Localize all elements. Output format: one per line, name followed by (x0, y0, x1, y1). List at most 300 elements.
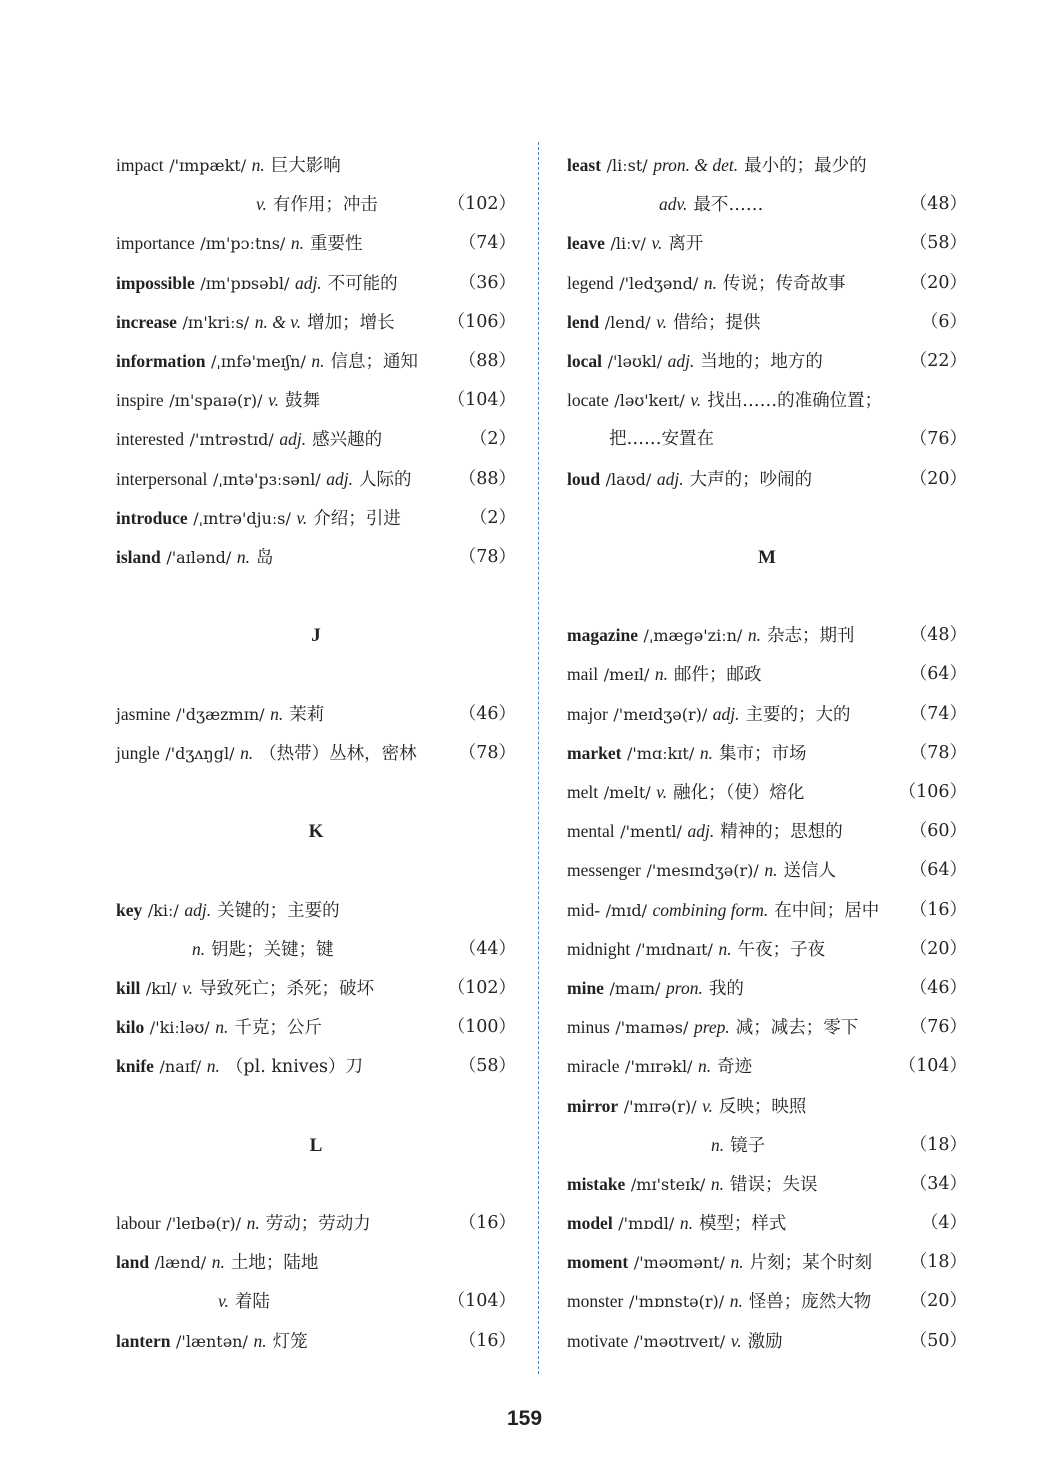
definition: 减；减去；零下 (735, 1018, 859, 1039)
phonetic: /ləʊ'keɪt/ (614, 391, 685, 411)
phonetic: /ˌɪnfə'meɪʃn/ (211, 351, 306, 371)
part-of-speech: n. (206, 1056, 220, 1077)
definition: （热带）丛林，密林 (259, 743, 417, 764)
entry-text (567, 1165, 818, 1205)
part-of-speech: n. (211, 1252, 225, 1273)
entry-text (256, 185, 378, 225)
part-of-speech: n. (270, 703, 284, 724)
glossary-entry (567, 655, 967, 694)
headword: kilo (116, 1017, 145, 1038)
part-of-speech: v. (651, 233, 663, 254)
definition: 最不…… (693, 195, 764, 216)
headword: interpersonal (116, 468, 208, 489)
page-number: 159 (506, 1407, 543, 1430)
definition: 大声的；吵闹的 (689, 469, 813, 490)
definition: 鼓舞 (284, 391, 320, 412)
part-of-speech: v. (730, 1330, 742, 1351)
headword: impossible (116, 272, 195, 293)
phonetic: /'mɪrəkl/ (625, 1057, 693, 1077)
entry-text (116, 538, 274, 578)
phonetic: /liːst/ (606, 156, 648, 175)
glossary-entry-continuation (567, 185, 967, 224)
headword: jasmine (116, 703, 171, 724)
phonetic: /'məʊmənt/ (633, 1253, 725, 1273)
entry-text (116, 264, 398, 304)
definition: 邮件；邮政 (674, 665, 762, 686)
headword: jungle (116, 742, 160, 763)
part-of-speech: n. (699, 742, 713, 763)
headword: information (116, 350, 206, 371)
phonetic: /'ləʊkl/ (607, 351, 663, 371)
definition: 把……安置在 (609, 429, 714, 450)
definition: 送信人 (783, 861, 836, 882)
definition: 茉莉 (289, 704, 325, 725)
phonetic: /liːv/ (610, 234, 646, 254)
glossary-entry (567, 1322, 967, 1361)
page-reference: （20） (909, 272, 967, 293)
page-reference: （60） (909, 821, 967, 842)
headword: interested (116, 429, 185, 450)
headword: mine (567, 977, 604, 998)
glossary-entry (567, 264, 967, 303)
glossary-entry (116, 1322, 516, 1361)
headword: messenger (567, 860, 641, 881)
glossary-entry (567, 734, 967, 773)
glossary-entry-continuation (116, 930, 516, 969)
definition: 感兴趣的 (312, 430, 383, 451)
phonetic: /ɪm'pɔːtns/ (200, 234, 286, 254)
entry-text (218, 1282, 270, 1322)
part-of-speech: adj. (667, 350, 695, 371)
glossary-entry-continuation (116, 185, 516, 224)
headword: locate (567, 390, 609, 411)
page-reference: （106） (447, 311, 516, 332)
entry-text (567, 812, 843, 852)
page-reference: （74） (458, 233, 516, 254)
page-reference: （48） (909, 194, 967, 215)
headword: increase (116, 311, 177, 332)
headword: lantern (116, 1330, 171, 1351)
glossary-entry (116, 381, 516, 420)
definition: 不可能的 (327, 273, 398, 294)
glossary-entry (116, 1008, 516, 1047)
headword: impact (116, 155, 164, 175)
headword: market (567, 742, 622, 763)
phonetic: /'aɪlənd/ (166, 547, 232, 567)
part-of-speech: n. (729, 1291, 743, 1312)
headword: inspire (116, 390, 164, 411)
spacer-row (116, 577, 516, 616)
entry-text (567, 930, 825, 970)
page-reference: （16） (458, 1330, 516, 1351)
phonetic: /ˌɪntrə'djuːs/ (193, 508, 291, 528)
definition: 重要性 (310, 234, 363, 255)
definition: 反映；映照 (718, 1096, 807, 1117)
part-of-speech: pron. (666, 977, 703, 998)
definition: 着陆 (234, 1292, 270, 1313)
page-reference: （50） (909, 1330, 967, 1351)
headword: mirror (567, 1095, 619, 1116)
entry-text (567, 773, 804, 813)
phonetic: /ˌmægə'ziːn/ (643, 626, 743, 646)
phonetic: /'leɪbə(r)/ (166, 1214, 242, 1234)
headword: magazine (567, 625, 638, 646)
headword: leave (567, 233, 605, 254)
entry-text (567, 655, 762, 695)
headword: introduce (116, 507, 188, 528)
glossary-entry (567, 1008, 967, 1047)
part-of-speech: n. (747, 625, 761, 646)
headword: knife (116, 1056, 154, 1077)
spacer-row (116, 1165, 516, 1204)
part-of-speech: pron. & det. (653, 155, 739, 175)
definition: 怪兽；庞然大物 (748, 1292, 872, 1313)
definition: 当地的；地方的 (700, 351, 823, 372)
phonetic: /'mentl/ (620, 822, 682, 842)
definition: 找出……的准确位置； (707, 391, 883, 412)
definition: 钥匙；关键；键 (211, 939, 334, 960)
glossary-entry (567, 1165, 967, 1204)
entry-text (567, 1204, 786, 1244)
glossary-entry (567, 460, 967, 499)
phonetic: /'maɪnəs/ (615, 1018, 689, 1038)
part-of-speech: adj. (326, 468, 354, 489)
glossary-entry (116, 734, 516, 773)
spacer-row (116, 1087, 516, 1126)
spacer-row (116, 773, 516, 812)
glossary-entry (567, 1243, 967, 1282)
definition: 杂志；期刊 (767, 626, 855, 647)
entry-text (659, 185, 763, 225)
glossary-entry (567, 1087, 967, 1126)
part-of-speech: n. (253, 1330, 267, 1351)
glossary-entry (116, 146, 516, 185)
entry-text (567, 381, 882, 421)
spacer-row (116, 851, 516, 890)
entry-text (567, 1047, 752, 1087)
definition: 集市；市场 (718, 743, 807, 764)
glossary-entry (116, 695, 516, 734)
glossary-entry (116, 499, 516, 538)
part-of-speech: prep. (693, 1017, 730, 1038)
definition: 土地；陆地 (230, 1253, 319, 1274)
part-of-speech: n. (703, 272, 717, 293)
entry-text (116, 891, 340, 931)
headword: midnight (567, 938, 631, 959)
entry-text (192, 930, 334, 970)
part-of-speech: n. (251, 155, 265, 175)
page-reference: （88） (458, 350, 516, 371)
part-of-speech: adj. (712, 703, 740, 724)
section-letter-heading: J (311, 625, 321, 647)
part-of-speech: n. (764, 860, 778, 881)
entry-text (711, 1126, 765, 1166)
headword: mid- (567, 899, 601, 920)
phonetic: /'ɪmpækt/ (169, 156, 247, 175)
glossary-entry (567, 851, 967, 890)
entry-text (116, 303, 395, 343)
page-reference: （104） (447, 390, 516, 411)
page-reference: （104） (898, 1056, 967, 1077)
entry-text (567, 146, 867, 186)
phonetic: /meɪl/ (603, 665, 650, 685)
entry-text (116, 1008, 322, 1048)
part-of-speech: v. (256, 194, 267, 215)
phonetic: /laʊd/ (605, 469, 652, 489)
part-of-speech: n. (311, 350, 325, 371)
page-reference: （46） (458, 703, 516, 724)
definition: 巨大影响 (270, 156, 341, 176)
part-of-speech: adj. (184, 899, 212, 920)
headword: model (567, 1213, 613, 1234)
spacer-row (567, 577, 967, 616)
entry-text (116, 1047, 363, 1087)
glossary-entry (567, 146, 967, 185)
glossary-right-column (567, 146, 967, 1361)
page-reference: （36） (458, 272, 516, 293)
phonetic: /ɪn'kriːs/ (182, 312, 250, 332)
phonetic: /'dʒʌŋgl/ (165, 743, 235, 763)
part-of-speech: n. (236, 546, 250, 567)
entry-text (567, 695, 851, 735)
phonetic: /'ledʒənd/ (619, 273, 699, 293)
phonetic: /'meɪdʒə(r)/ (613, 704, 708, 724)
phonetic: /naɪf/ (159, 1057, 202, 1077)
entry-text (567, 851, 836, 891)
glossary-entry (567, 616, 967, 655)
glossary-entry (567, 224, 967, 263)
definition: 在中间；居中 (774, 900, 880, 921)
glossary-entry (116, 891, 516, 930)
headword: motivate (567, 1330, 629, 1351)
entry-text (567, 891, 879, 931)
headword: local (567, 350, 602, 371)
page-reference: （76） (909, 1017, 967, 1038)
headword: labour (116, 1213, 161, 1234)
entry-text (116, 499, 401, 539)
part-of-speech: n. (215, 1017, 229, 1038)
definition: 错误；失误 (730, 1174, 818, 1195)
section-letter-heading: L (309, 1134, 323, 1156)
part-of-speech: n. (698, 1056, 712, 1077)
part-of-speech: v. (656, 311, 668, 332)
definition: 精神的；思想的 (720, 822, 843, 843)
part-of-speech: adj. (687, 821, 715, 842)
headword: land (116, 1252, 150, 1273)
glossary-entry (116, 1243, 516, 1282)
page-reference: （58） (458, 1056, 516, 1077)
entry-text (116, 224, 363, 264)
page-reference: （78） (458, 546, 516, 567)
page-reference: （76） (909, 429, 967, 450)
page-reference: （20） (909, 1291, 967, 1312)
phonetic: /'mɒdl/ (618, 1214, 675, 1234)
phonetic: /'mɒnstə(r)/ (628, 1292, 725, 1312)
page-reference: （16） (909, 899, 967, 920)
glossary-entry (116, 342, 516, 381)
part-of-speech: n. & v. (254, 311, 302, 332)
headword: lend (567, 311, 600, 332)
headword: mistake (567, 1173, 626, 1194)
definition: 我的 (708, 978, 744, 999)
part-of-speech: n. (718, 938, 732, 959)
page-reference: （58） (909, 233, 967, 254)
page-reference: （64） (909, 860, 967, 881)
entry-text (567, 1243, 872, 1283)
definition: 模型；样式 (698, 1214, 787, 1235)
headword: legend (567, 272, 614, 293)
phonetic: /'ɪntrəstɪd/ (189, 430, 274, 450)
glossary-entry (567, 381, 967, 420)
page-reference: （16） (458, 1213, 516, 1234)
entry-text (567, 1282, 871, 1322)
entry-text (116, 734, 417, 774)
entry-text (567, 460, 812, 500)
phonetic: /lænd/ (154, 1253, 207, 1273)
page-reference: （4） (920, 1213, 967, 1234)
glossary-entry (567, 1047, 967, 1086)
glossary-entry (116, 264, 516, 303)
page-reference: （34） (909, 1173, 967, 1194)
phonetic: /ˌɪntə'pɜːsənl/ (212, 469, 321, 489)
entry-text (116, 695, 324, 735)
page-reference: （78） (909, 742, 967, 763)
definition: 最小的；最少的 (744, 156, 867, 176)
glossary-entry (567, 303, 967, 342)
headword: least (567, 155, 602, 175)
glossary-entry (116, 224, 516, 263)
glossary-entry (567, 773, 967, 812)
glossary-entry (116, 303, 516, 342)
entry-text (116, 381, 320, 421)
glossary-entry (116, 538, 516, 577)
entry-text (116, 146, 341, 186)
page-reference: （102） (447, 194, 516, 215)
part-of-speech: adv. (659, 194, 688, 215)
entry-text (567, 969, 744, 1009)
page-reference: （88） (458, 468, 516, 489)
definition: 主要的；大的 (745, 704, 851, 725)
definition: 片刻；某个时刻 (749, 1253, 873, 1274)
part-of-speech: n. (679, 1213, 693, 1234)
part-of-speech: n. (710, 1173, 724, 1194)
definition: 有作用；冲击 (272, 195, 378, 216)
part-of-speech: adj. (656, 468, 684, 489)
part-of-speech: v. (218, 1291, 229, 1312)
entry-text (567, 734, 806, 774)
glossary-entry (116, 420, 516, 459)
entry-text (116, 420, 382, 460)
headword: melt (567, 782, 599, 802)
glossary-entry (567, 812, 967, 851)
glossary-entry (116, 460, 516, 499)
page-reference: （20） (909, 468, 967, 489)
headword: importance (116, 233, 195, 254)
headword: monster (567, 1291, 624, 1312)
entry-text (116, 1322, 308, 1362)
glossary-entry (567, 891, 967, 930)
phonetic: /'kiːləʊ/ (149, 1018, 210, 1038)
headword: kill (116, 977, 141, 998)
part-of-speech: v. (702, 1095, 713, 1116)
entry-text (116, 342, 418, 382)
entry-text (567, 303, 761, 343)
entry-text (116, 969, 374, 1009)
phonetic: /'mɑːkɪt/ (627, 743, 695, 763)
part-of-speech: n. (246, 1213, 260, 1234)
entry-text (567, 1008, 858, 1048)
definition: 镜子 (730, 1135, 766, 1156)
definition: 融化；（使）熔化 (673, 783, 805, 803)
phonetic: /mɪd/ (605, 900, 647, 920)
phonetic: /lend/ (604, 312, 651, 332)
entry-text (116, 460, 412, 500)
part-of-speech: v. (296, 507, 308, 528)
entry-text (567, 224, 703, 264)
glossary-entry (116, 969, 516, 1008)
spacer-row (567, 499, 967, 538)
part-of-speech: n. (290, 233, 305, 254)
part-of-speech: combining form. (652, 899, 769, 920)
phonetic: /'mɪrə(r)/ (623, 1096, 697, 1116)
part-of-speech: v. (656, 782, 668, 802)
definition: 千克；公斤 (234, 1018, 322, 1039)
part-of-speech: v. (268, 390, 279, 411)
glossary-entry (567, 969, 967, 1008)
definition: 信息；通知 (330, 351, 419, 372)
page-reference: （64） (909, 664, 967, 685)
part-of-speech: v. (182, 977, 194, 998)
phonetic: /melt/ (603, 783, 651, 802)
entry-text (567, 616, 855, 656)
glossary-entry (567, 1282, 967, 1321)
phonetic: /'məʊtɪveɪt/ (633, 1331, 726, 1351)
definition: （pl. knives）刀 (225, 1057, 364, 1078)
entry-text (567, 264, 846, 304)
phonetic: /'dʒæzmɪn/ (176, 704, 265, 724)
phonetic: /kɪl/ (145, 978, 177, 998)
part-of-speech: n. (711, 1134, 725, 1155)
definition: 午夜；子夜 (737, 939, 826, 960)
glossary-entry-continuation (567, 1126, 967, 1165)
page-reference: （18） (909, 1134, 967, 1155)
glossary-entry (116, 1204, 516, 1243)
part-of-speech: adj. (294, 272, 322, 293)
part-of-speech: n. (730, 1252, 744, 1273)
glossary-entry (567, 695, 967, 734)
definition: 导致死亡；杀死；破坏 (199, 978, 375, 999)
glossary-entry-continuation (567, 420, 967, 459)
definition: 灯笼 (272, 1331, 308, 1352)
glossary-entry-continuation (116, 1282, 516, 1321)
glossary-entry (567, 342, 967, 381)
headword: loud (567, 468, 601, 489)
page-reference: （100） (447, 1017, 516, 1038)
phonetic: /ɪn'spaɪə(r)/ (169, 391, 263, 411)
definition: 人际的 (359, 469, 412, 490)
glossary-entry (567, 930, 967, 969)
page-reference: （106） (898, 782, 967, 802)
page-reference: （104） (447, 1291, 516, 1312)
entry-text (567, 342, 823, 382)
page-reference: （2） (469, 507, 516, 528)
phonetic: /'mɪdnaɪt/ (635, 939, 713, 959)
definition: 奇迹 (717, 1057, 753, 1078)
page-reference: （48） (909, 625, 967, 646)
headword: major (567, 703, 608, 724)
part-of-speech: n. (192, 938, 206, 959)
section-letter-heading: K (308, 821, 324, 843)
